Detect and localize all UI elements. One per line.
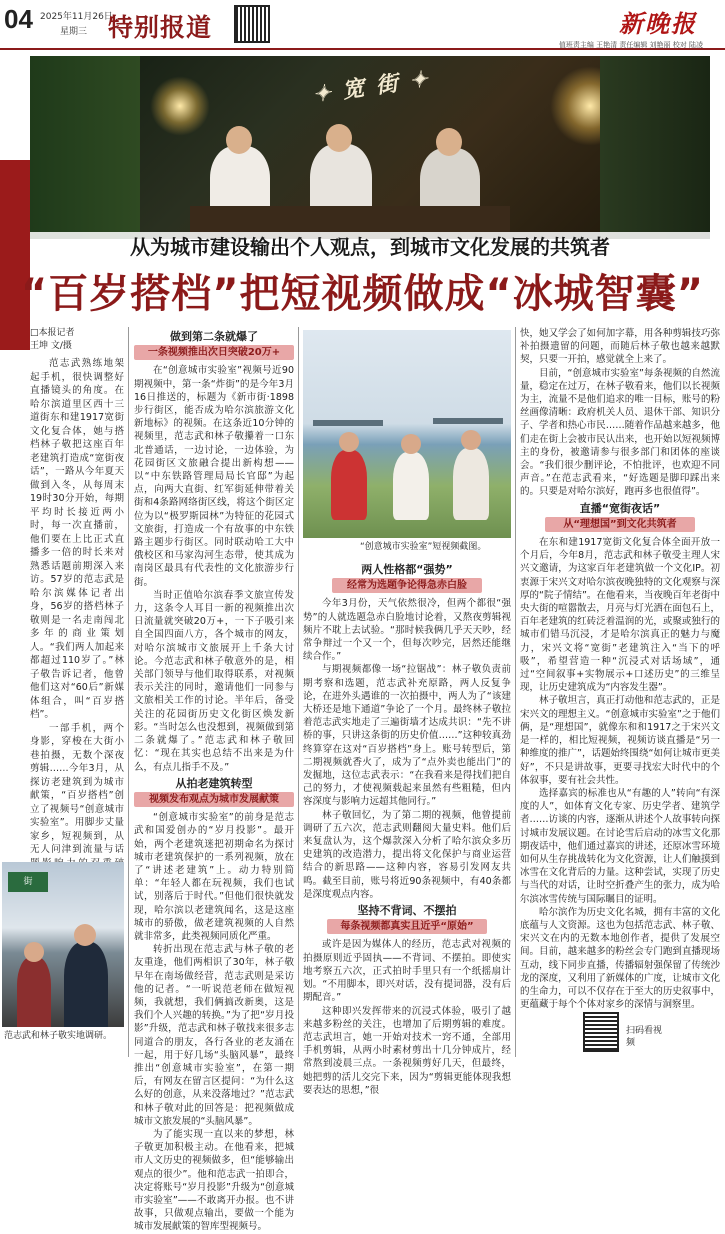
photo-caption: “创意城市实验室”短视频截图。: [360, 542, 487, 552]
byline: □本报记者 王坤 文/摄: [30, 328, 75, 351]
street-sign-icon: 街: [8, 872, 48, 892]
paragraph: 选择嘉宾的标准也从“有趣的人”转向“有深度的人”，如体育文化专家、历史学者、建筑学者……访谈的内容，逐渐从讲述个人故事转向探讨城市发展议题。在讨论雪后启动的冰雪文化那期夜话中，他们通过嘉宾的讲述，还原冰雪环境如何从生存挑战转化为文化资源，让人们触摸到冰雪在文化背后的力量。这种尝试，实现了历史与当代的对话，让时空折叠产生的张力，成为哈尔滨冰雪传统与国际瞩目的证明。: [520, 787, 720, 905]
paragraph: 或许是因为媒体人的经历，范志武对视频的拍摄原则近乎固执——不背词、不摆拍。即使实地考察五六次，正式拍时手里只有一个纸摇扇计划。“不用脚本，即兴对话，没有提词器，没有后期配音。”: [303, 939, 511, 1004]
paragraph: 林子敬坦言，真正打动他和范志武的，正是宋兴文的理想主义。“创意城市实验室”之于他们俩，是“理想国”，就像东和和1917之于宋兴文是一样的，相比短视频，视频访谈直播是“另一种维度的推广”，话题始终围绕“如何让城市更美好”，不只是讲故事，更要寻找宏大时代中的个体叙事，要有社会共性。: [520, 695, 720, 786]
paragraph: 这种即兴发挥带来的沉浸式体验，吸引了越来越多粉丝的关注，也增加了后期剪辑的难度。范志武坦言，她一开始对技术一窍不通，全部用手机剪辑，从两小时素材剪出十几分钟成片，经常熬到凌晨三点。一条视频剪好几天，但最终，她把剪的活儿交完下来，因为“剪辑更能体现我想要表达的思想，”很: [303, 1005, 511, 1096]
paragraph: “创意城市实验室”的前身是范志武和国爱创办的“岁月投影”。最开始，两个老建筑迷把初期命名为探讨城市老建筑保护的一系列视频，放在了“讲述老建筑”上。动力特别简单：“年轻人都在玩视频，我们也试试，别落后于时代。”但他们很快就发现，哈尔滨以老建筑闻名，这是这座城市的骄傲，做老建筑视频的人自然就非常多，此类视频同质化严重。: [134, 812, 294, 942]
issue-date: 2025年11月26日: [40, 12, 113, 22]
photo-caption: 范志武和林子敬实地调研。: [4, 1031, 113, 1041]
paragraph: 在东和建1917宽街文化复合体全面开放一个月后，今年8月，范志武和林子敬受主理人宋兴文邀请，为这家百年老建筑做一个文化IP。初衷源于宋兴文对哈尔滨夜晚独特的文化观察与深厚的“院子情结”。在他看来，当夜晚百年老街中央大街的喧嚣散去，月亮与灯光洒在面包石上，百年老建筑的红砖泛着温润的光，或聚或独行的城市们错马沉浸，才是哈尔滨真正的魅力与魔力，宋兴文将“宽街”老建筑注入“当下的呼吸”，希望营造一种“沉浸式对话场域”，通过“空间叙事+实物展示+口述历史”的三维呈现，让历史建筑成为“内容发生器”。: [520, 537, 720, 694]
section-heading: 直播“宽街夜话”: [579, 501, 661, 515]
section-subheading: 经常为选题争论得急赤白脸: [332, 578, 482, 593]
hero-photo: [30, 56, 710, 239]
paragraph: 为了能实现一直以来的梦想，林子敬更加积极主动。在他看来，把城市人文历史的视频做多，但“能够输出观点的很少”。他和范志武一拍即合，决定将账号“岁月投影”升级为“创意城市实验室”——不敢离开办报。也不讲故事，只做观点输出，要做一个能为城市发展献策的智库型视频号。: [134, 1128, 294, 1233]
paragraph: 一部手机，两个身影，穿梭在大街小巷拍摄，无数个深夜剪辑……今年3月，从探访老建筑到为城市献策，“百岁搭档”创立了视频号“创意城市实验室”。用脚步丈量家乡，短视频到，从无人问津到流量与话: [30, 722, 124, 855]
qr-label: 扫码看视频: [626, 1026, 663, 1048]
editor-credits: 值班责主编 王艳清 责任编辑 刘艳丽 校对 陆凌: [558, 41, 703, 49]
column-3: [303, 560, 511, 1096]
section-title: 特别报道: [108, 13, 213, 42]
paragraph: 林子敬回忆，为了第二期的视频，他曾提前调研了五六次，范志武则翻阅大量史料。他们后来复盘认为，这个爆款深入分析了哈尔滨众多历史建筑的改造潜力，提出将文化保护与商业运营结合的新思路——这种内容，容易引发网友共鸣。截至目前，账号将近90条视频中，有40条都是深度观点内容。: [303, 809, 511, 900]
section-subheading: 视频发布观点为城市发展献策: [134, 792, 294, 807]
newspaper-logo: 新晚报: [619, 9, 697, 38]
paragraph: 当时正值哈尔滨春季文旅宣传发力，这条令人耳目一新的视频推出次日流量就突破20万+，一下子吸引来自全国四面八方，各个城市的网友，对哈尔滨城市文旅展开上千条大讨论。今范志武和林子敬意外的是，相关部门领导与他们取得联系，对视频表示关注的同时，邀请他们一同参与文旅相关工作的讨论。半年后，备受关注的花园街历史文化街区焕发新彩。“当时怎么也没想到，视频做到第二条就爆了。”范志武和林子敬回忆：“现在其实也总结不出来是为什么，有点儿指手不及。”: [134, 589, 294, 773]
article-headline: “百岁搭档”把短视频做成“冰城智囊”: [20, 271, 705, 317]
column-4: [520, 327, 720, 1011]
section-heading: 从拍老建筑转型: [175, 776, 253, 790]
field-photo: [2, 862, 124, 1027]
qr-code-icon[interactable]: [234, 5, 270, 43]
paragraph: 今年3月份，天气依然很冷，但两个都很“强势”的人就选题急赤白脸地讨论着，又熬夜剪辑视频片不耽上去试验。“那时候我俩几乎天天吵，经常争辩过一个又一个，但每次吵完，居然还能继续合作。”: [303, 598, 511, 663]
article-subtitle: 从为城市建设输出个人观点，到城市文化发展的共筑者: [30, 232, 710, 262]
paragraph: 与期视频都像一场“拉锯战”：林子敬负责前期考察和选题，范志武补充原路，两人反复争论，在进外头遇谁的一次拍摄中，两人为了“该建大桥还是地下通道”争论了一个月。最终林子敬拉着范志武实地走了三遍街墙才达成共识：“先不讲桥的事，只讲这条街的历史价值……”这种较真劲终算穿在这对“百岁搭档”身上。账号转型后，第二期视频就香火了，成为了“点外卖也能出门”的发掘地，这位志武表示：“在我看来是得找们把自己的努力，才使视频载起来虽然有些粗糙，但内容深度与影响力远超其他同行。”: [303, 664, 511, 808]
section-subheading: 一条视频推出次日突破20万+: [134, 345, 294, 360]
issue-weekday: 星期三: [60, 27, 88, 37]
paragraph: 在“创意城市实验室”视频号近90期视频中，第一条“炸街”的是今年3月16日推送的，标题为《新市街·1898步行街区，能否成为哈尔滨旅游文化新地标》的视频。在这条近10分钟的视频里，范志武和林子敬攥着一口东北普通话，一边讨论，一边体验，为花园街区文旅融合提出新构想——以“中东铁路管理局局长官邸”为起点，向两大直街、红军街延伸带着关街和4条路网络街区线，将这个街区定位为以“极罗斯园林”为特征的花园式文旅街，打造成一个有故事的中东铁路主题步行街区。同时联动哈工大中俄校区和马家沟河生态带，使其成为南岗区最具有代表性的文化旅游步行街。: [134, 365, 294, 588]
decorative-red-bar: [0, 160, 30, 350]
section-heading: 坚持不背词、不摆拍: [357, 904, 457, 918]
page-number: 04: [4, 4, 33, 34]
section-subheading: 从“理想国”到文化共筑者: [545, 517, 695, 532]
masthead: [0, 0, 725, 50]
paragraph: 转折出现在范志武与林子敬的老友重逢，他们两相识了30年，林子敬早年在南场做经营，范志武则是采访他的记者。“一听说范老师在做短视频，我就想，我们俩搞改新奥，这是我们个人兴趣的转换。”为了把“岁月投影”升级，范志武和林子敬找来很多志同道合的朋友，各行各业的老友涌在一起，用于好几场“头脑风暴”，最终推出“创意城市实验室”，在第一期后，有网友在留言区提问：“为什么这么好的创意，从来没落地过？”范志武和林子敬对此的回答是：把视频做成城市文旅发展的“头脑风暴”。: [134, 944, 294, 1127]
paragraph: 快，她又学会了如何加字幕，用各种剪辑技巧弥补拍摄遗留的问题，而随后林子敬也越来越默契，只要一开拍，感觉就全上来了。: [520, 328, 720, 366]
column-2: [134, 327, 294, 1233]
video-screenshot-photo: [303, 330, 511, 538]
section-heading: 两人性格都“强势”: [361, 563, 453, 576]
neon-sign-icon: ✦ 宽 街 ✦: [310, 65, 432, 109]
paragraph: 范志武熟练地架起手机，很快调整好直播镜头的角度。在哈尔滨道里区西十三道街东和建1917宽街文化复合体，她与搭档林子敬把这座百年老建筑打造成“宽街夜话”，一路从今年夏天做到入冬，从每周末19时30分开始，每期平均时长接近两小时，每一次直播前，他们要在上比正式直播多一倍的时长来对熟悉话题前期深入来访。57岁的范志武是哈尔滨媒体记者出身，56岁的搭档林子敬则是一名走南闯北多年的商业策划人。“我们两人加起来都超过110岁了。”林子敬告诉记者，他曾他们这对“60后”新媒体组合，叫“百岁搭档”。: [30, 358, 124, 720]
section-heading: 做到第二条就爆了: [170, 330, 258, 343]
qr-code-icon[interactable]: [583, 1012, 619, 1052]
paragraph: 哈尔滨作为历史文化名城，拥有丰富的文化底蕴与人文资源。这也为包括范志武、林子敬、宋兴文在内的无数本地创作者，提供了发展空间。目前，越来越多的粉丝会专门跑到直播现场互动，线下同步直播，传播辐射强保留了传统沙龙的深度，又利用了新媒体的广度，让城市文化的生命力，可以不仅存在于至大的历史叙事中，更蕴藏于每个个体对家乡的深情与洞察里。: [520, 906, 720, 1011]
column-1: [30, 327, 124, 855]
section-subheading: 每条视频都真实且近乎“原始”: [327, 919, 487, 934]
paragraph: 目前，“创意城市实验室”每条视频的自然流量，稳定在过万，在林子敬看来，他们以长视频为主，流量不是他们追求的唯一目标，账号的粉丝画像清晰：政府机关人员、退休干部、知识分子、学者和热心市民……随着作品越来越多，他们走在街上会被市民认出来，也开始以短视频博主的身份，被邀请参与很多部门和团体的座谈会。“我们很少删评论，不怕批评，也欢迎不同声音。”在范志武看来，“好选题是脚印踩出来的。只要是对哈尔滨好，跑再多也很值得”。: [520, 367, 720, 498]
